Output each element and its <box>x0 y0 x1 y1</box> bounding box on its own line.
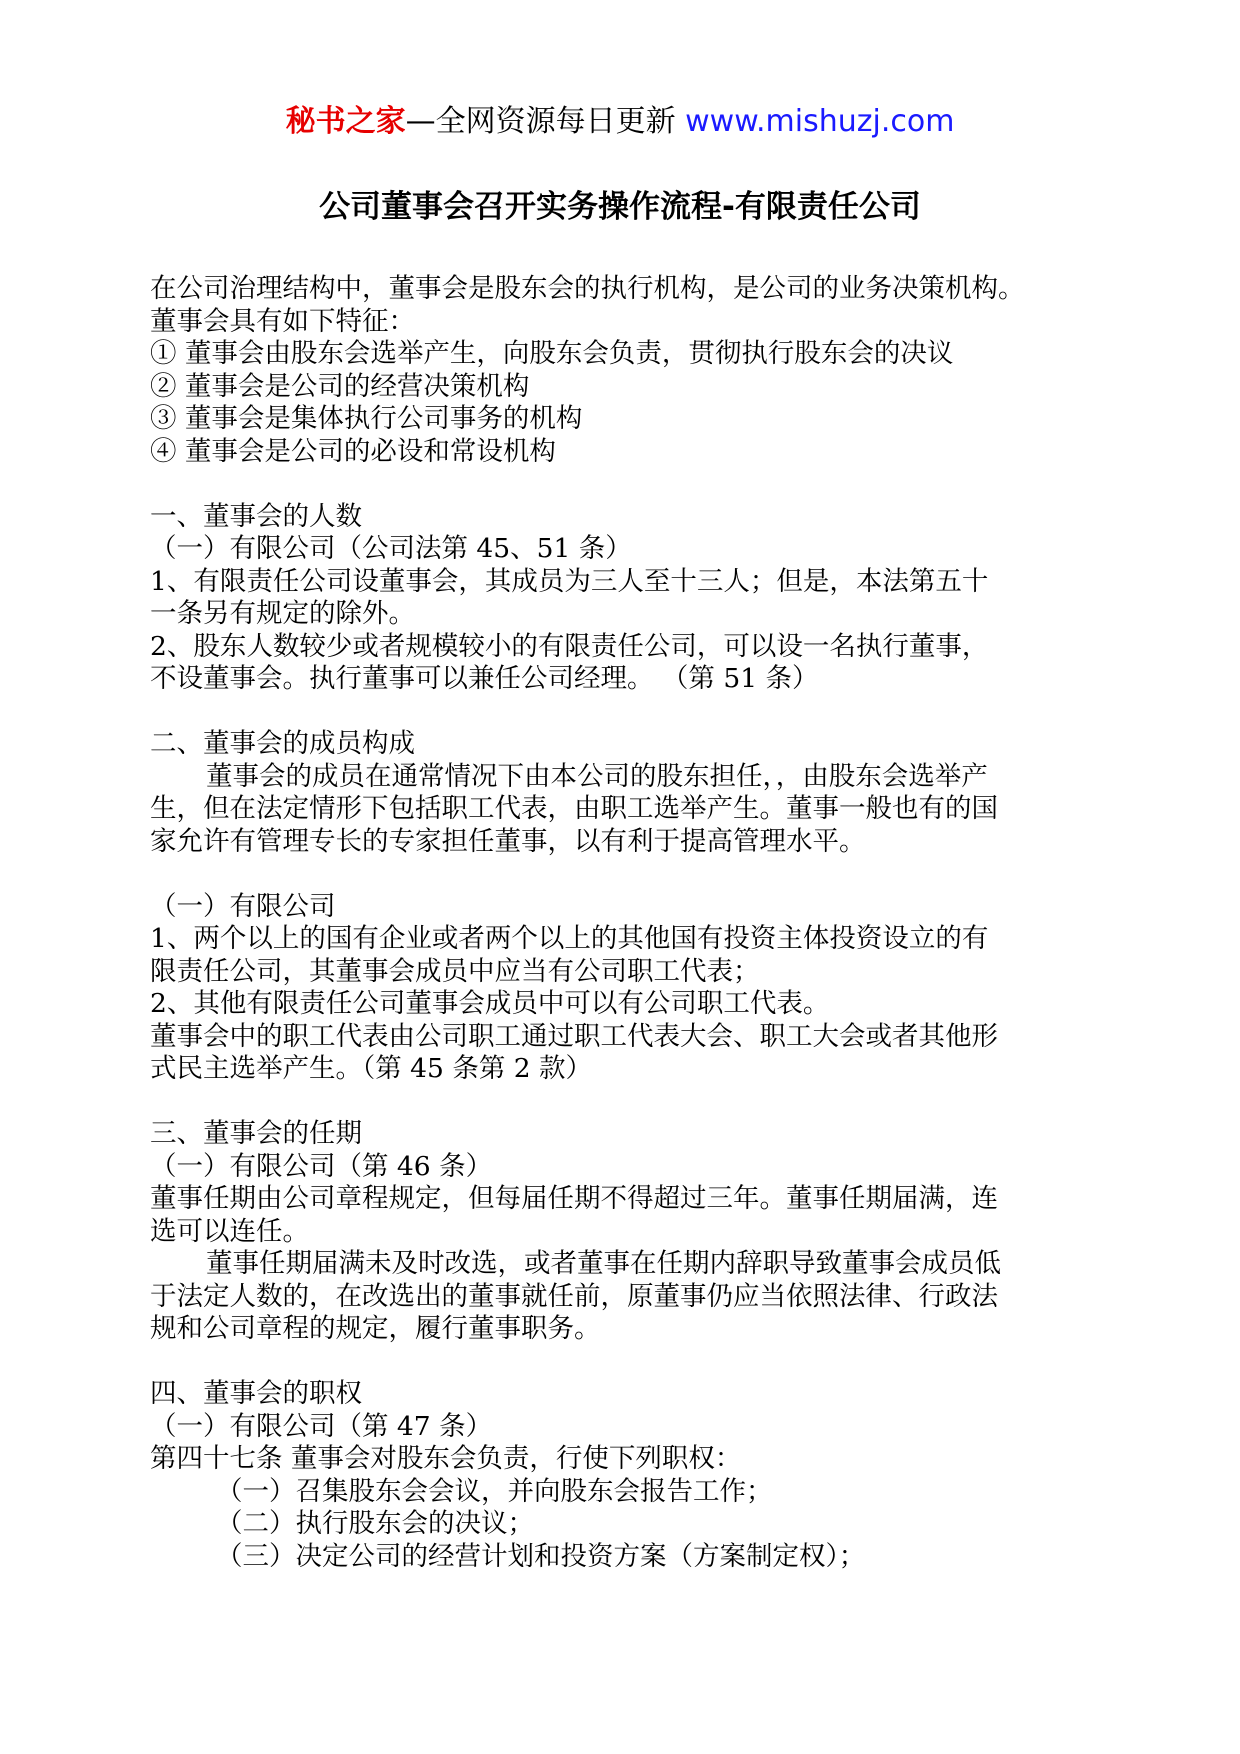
document-title: 公司董事会召开实务操作流程-有限责任公司 <box>319 189 921 225</box>
feature-item: ② 董事会是公司的经营决策机构 <box>150 370 530 402</box>
paragraph-line: 董事任期届满未及时改选，或者董事在任期内辞职导致董事会成员低 <box>206 1248 1001 1279</box>
paragraph-line: 董事会具有如下特征： <box>150 305 415 337</box>
paragraph-line: 家允许有管理专长的专家担任董事，以有利于提高管理水平。 <box>150 825 866 857</box>
paragraph-line: 式民主选举产生。（第 45 条第 2 款） <box>150 1053 593 1084</box>
site-url-link[interactable]: www.mishuzj.com <box>685 104 955 139</box>
paragraph-line: 董事任期由公司章程规定，但每届任期不得超过三年。董事任期届满，连 <box>150 1183 998 1214</box>
paragraph-line: 于法定人数的，在改选出的董事就任前，原董事仍应当依照法律、行政法 <box>150 1280 998 1312</box>
paragraph-line: 2、其他有限责任公司董事会成员中可以有公司职工代表。 <box>150 988 830 1019</box>
paragraph-line: 不设董事会。执行董事可以兼任公司经理。 （第 51 条） <box>150 663 819 694</box>
section-heading: 一、董事会的人数 <box>150 500 362 532</box>
feature-item: ④ 董事会是公司的必设和常设机构 <box>150 435 556 467</box>
section-heading: 三、董事会的任期 <box>150 1118 362 1149</box>
blank-line <box>150 858 1110 891</box>
feature-item: ③ 董事会是集体执行公司事务的机构 <box>150 403 583 434</box>
paragraph-line: 在公司治理结构中，董事会是股东会的执行机构，是公司的业务决策机构。 <box>150 273 1025 304</box>
power-item: （一）召集股东会会议，并向股东会报告工作； <box>216 1475 773 1507</box>
paragraph-line: 2、股东人数较少或者规模较小的有限责任公司，可以设一名执行董事， <box>150 630 989 662</box>
article-line: 第四十七条 董事会对股东会负责，行使下列职权： <box>150 1443 742 1474</box>
paragraph-line: 1、有限责任公司设董事会，其成员为三人至十三人；但是，本法第五十 <box>150 565 989 597</box>
feature-item: ① 董事会由股东会选举产生，向股东会负责，贯彻执行股东会的决议 <box>150 338 954 369</box>
power-item: （三）决定公司的经营计划和投资方案（方案制定权）； <box>216 1540 866 1572</box>
paragraph-line: 董事会中的职工代表由公司职工通过职工代表大会、职工大会或者其他形 <box>150 1020 998 1052</box>
document-body <box>150 273 1110 1573</box>
blank-line <box>150 1346 1110 1379</box>
blank-line <box>150 696 1110 729</box>
paragraph-line: 生，但在法定情形下包括职工代表，由职工选举产生。董事一般也有的国 <box>150 793 998 824</box>
site-tagline: —全网资源每日更新 <box>405 104 686 139</box>
paragraph-line: 1、两个以上的国有企业或者两个以上的其他国有投资主体投资设立的有 <box>150 923 989 954</box>
paragraph-line: 选可以连任。 <box>150 1215 309 1247</box>
blank-line <box>150 1086 1110 1119</box>
paragraph-line: 限责任公司，其董事会成员中应当有公司职工代表； <box>150 955 760 987</box>
subsection-heading: （一）有限公司（第 46 条） <box>150 1150 493 1182</box>
power-item: （二）执行股东会的决议； <box>216 1508 534 1539</box>
site-header <box>0 100 1240 144</box>
section-heading: 四、董事会的职权 <box>150 1378 362 1409</box>
paragraph-line: 董事会的成员在通常情况下由本公司的股东担任，，由股东会选举产 <box>206 760 988 792</box>
subsection-heading: （一）有限公司 <box>150 890 336 922</box>
paragraph-line: 规和公司章程的规定，履行董事职务。 <box>150 1313 601 1344</box>
blank-line <box>150 468 1110 501</box>
section-heading: 二、董事会的成员构成 <box>150 728 415 759</box>
subsection-heading: （一）有限公司（第 47 条） <box>150 1410 493 1442</box>
site-brand: 秘书之家 <box>285 104 406 139</box>
paragraph-line: 一条另有规定的除外。 <box>150 598 415 629</box>
subsection-heading: （一）有限公司（公司法第 45、51 条） <box>150 533 632 564</box>
